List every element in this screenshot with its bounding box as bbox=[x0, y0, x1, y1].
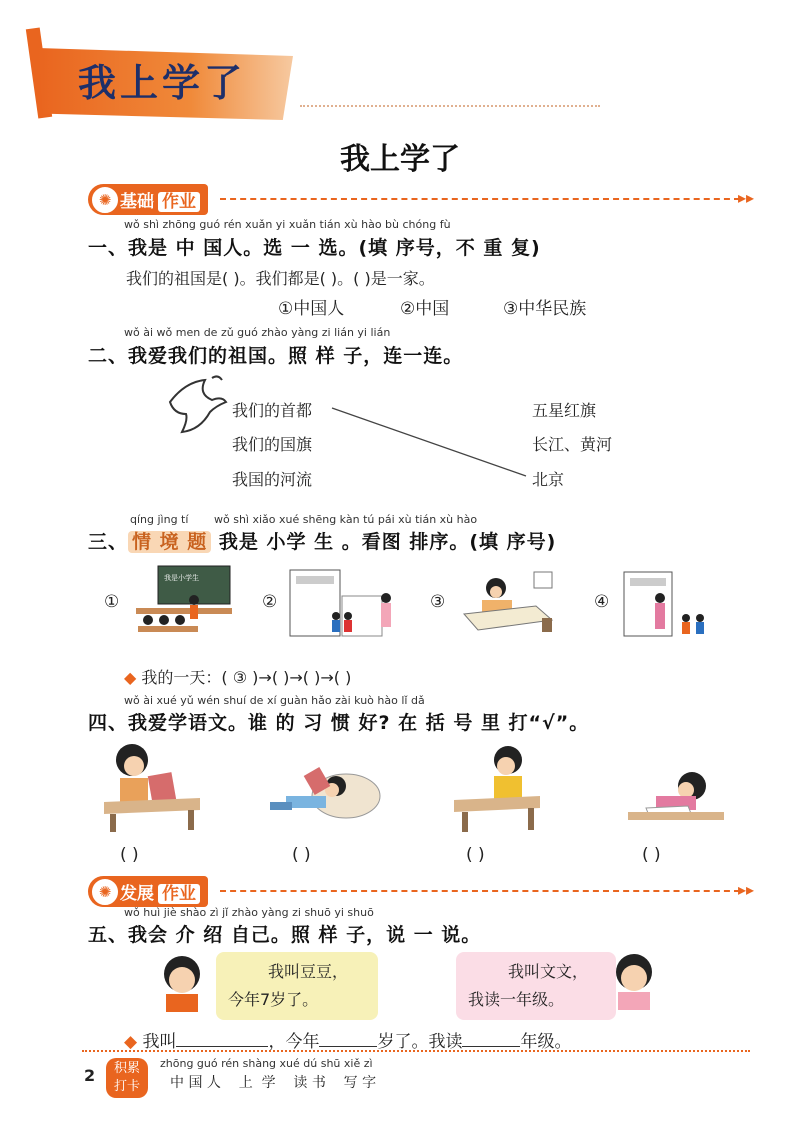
banner-brush-stroke bbox=[300, 95, 600, 107]
section-header-develop bbox=[88, 876, 758, 908]
q3-sequence-text[interactable]: 我的一天：( ③ )→( )→( )→( ) bbox=[141, 668, 352, 687]
speech-bubble-left bbox=[216, 952, 378, 1020]
q4-answer-blank[interactable]: ( ) bbox=[292, 845, 311, 865]
footer-words: 中 国 人 上 学 读 书 写 字 bbox=[170, 1075, 377, 1091]
q3-number: ④ bbox=[594, 592, 610, 612]
lightbulb-icon: ✺ bbox=[90, 185, 120, 215]
q1-sentence: 我们的祖国是( )。我们都是( )。( )是一家。 bbox=[126, 269, 435, 288]
footer-divider bbox=[82, 1050, 750, 1052]
q5-fill-text: 年级。 bbox=[520, 1032, 572, 1052]
bubble-line: 我叫文文， bbox=[508, 962, 589, 981]
q4-title: 四、我爱学语文。谁 的 习 惯 好? 在 括 号 里 打“√”。 bbox=[88, 712, 590, 734]
q5-title: 五、我会 介 绍 自己。照 样 子，说 一 说。 bbox=[88, 924, 482, 946]
q1-option: ③中华民族 bbox=[503, 299, 587, 319]
boy-writing-illustration bbox=[448, 742, 548, 836]
diamond-icon: ◆ bbox=[124, 668, 137, 687]
q3-sequence bbox=[124, 665, 351, 688]
q1-title: 一、我是 中 国人。选 一 选。(填 序号，不 重 复) bbox=[88, 237, 541, 259]
section-suffix: 作业 bbox=[158, 192, 200, 212]
q2-title: 二、我爱我们的祖国。照 样 子，连一连。 bbox=[88, 345, 464, 367]
section-suffix: 作业 bbox=[158, 884, 200, 904]
section-divider bbox=[220, 198, 740, 200]
q1-option: ①中国人 bbox=[278, 299, 345, 319]
q4-answer-blank[interactable]: ( ) bbox=[642, 845, 661, 865]
q3-number: ① bbox=[104, 592, 120, 612]
page-number: 2 bbox=[84, 1066, 96, 1085]
blackboard-text: 我是小学生 bbox=[164, 574, 199, 582]
boy-avatar bbox=[152, 952, 212, 1014]
girl-reading-illustration bbox=[96, 740, 206, 836]
q4-pinyin: wǒ ài xué yǔ wén shuí de xí guàn hǎo zài kuò hào lǐ dǎ bbox=[124, 694, 425, 707]
q3-number: ② bbox=[262, 592, 278, 612]
q2-left-item[interactable]: 我国的河流 bbox=[232, 470, 313, 489]
speech-bubble-right bbox=[456, 952, 616, 1020]
double-arrow-icon: ▸▸ bbox=[738, 880, 755, 899]
boy-reading-in-bed-illustration bbox=[266, 756, 384, 826]
girl-head-on-desk-illustration bbox=[626, 768, 726, 824]
q2-right-item[interactable]: 长江、黄河 bbox=[532, 435, 613, 454]
page-title: 我上学了 bbox=[340, 142, 460, 177]
q1-option: ②中国 bbox=[400, 299, 450, 319]
dove-icon bbox=[160, 372, 230, 438]
q2-left-item[interactable]: 我们的首都 bbox=[232, 401, 313, 420]
q3-pinyin-tag: qíng jìng tí bbox=[130, 513, 189, 526]
q2-left-item[interactable]: 我们的国旗 bbox=[232, 435, 313, 454]
section-label: 发展 bbox=[120, 884, 154, 904]
name-blank[interactable] bbox=[176, 1046, 268, 1047]
accumulate-badge: 积累 打卡 bbox=[106, 1058, 148, 1098]
q5-fill-sentence bbox=[124, 1027, 571, 1052]
girl-avatar bbox=[604, 950, 664, 1012]
q5-fill-text: 岁了。我读 bbox=[377, 1032, 463, 1052]
age-blank[interactable] bbox=[319, 1046, 377, 1047]
after-school-illustration bbox=[620, 568, 730, 642]
q5-pinyin: wǒ huì jiè shào zì jǐ zhào yàng zi shuō yi shuō bbox=[124, 906, 374, 919]
bubble-line: 我叫豆豆， bbox=[268, 962, 349, 981]
bubble-line: 今年7岁了。 bbox=[228, 990, 319, 1009]
section-label: 基础 bbox=[120, 192, 154, 212]
q3-pinyin: wǒ shì xiǎo xué shēng kàn tú pái xù tián xù hào bbox=[214, 513, 478, 526]
chapter-banner-title: 我上学了 bbox=[78, 61, 247, 105]
footer-pinyin: zhōng guó rén shàng xué dú shū xiě zì bbox=[160, 1057, 373, 1070]
q4-answer-blank[interactable]: ( ) bbox=[466, 845, 485, 865]
q2-right-item[interactable]: 五星红旗 bbox=[532, 401, 597, 420]
lightbulb-icon: ✺ bbox=[90, 877, 120, 907]
q5-fill-text: 我叫 bbox=[142, 1032, 177, 1052]
q3-number: ③ bbox=[430, 592, 446, 612]
classroom-illustration bbox=[128, 562, 238, 644]
double-arrow-icon: ▸▸ bbox=[738, 188, 755, 207]
q2-connect-line bbox=[330, 400, 530, 480]
q3-scenario-tag: 情 境 题 bbox=[128, 531, 211, 553]
q3-title: 我是 小学 生 。看图 排序。(填 序号) bbox=[218, 531, 557, 553]
q5-fill-text: ，今年 bbox=[268, 1032, 320, 1052]
q1-pinyin: wǒ shì zhōng guó rén xuǎn yi xuǎn tián xù hào bù chóng fù bbox=[124, 218, 451, 231]
school-gate-illustration bbox=[286, 566, 406, 642]
q3-prefix: 三、 bbox=[88, 531, 129, 553]
grade-blank[interactable] bbox=[462, 1046, 520, 1047]
bubble-line: 我读一年级。 bbox=[468, 990, 565, 1009]
section-divider bbox=[220, 890, 740, 892]
diamond-icon: ◆ bbox=[124, 1032, 138, 1052]
wake-up-illustration bbox=[456, 566, 566, 642]
section-header-basic bbox=[88, 184, 758, 216]
q2-pinyin: wǒ ài wǒ men de zǔ guó zhào yàng zi lián yi lián bbox=[124, 326, 391, 339]
q2-right-item[interactable]: 北京 bbox=[532, 470, 565, 489]
q4-answer-blank[interactable]: ( ) bbox=[120, 845, 139, 865]
